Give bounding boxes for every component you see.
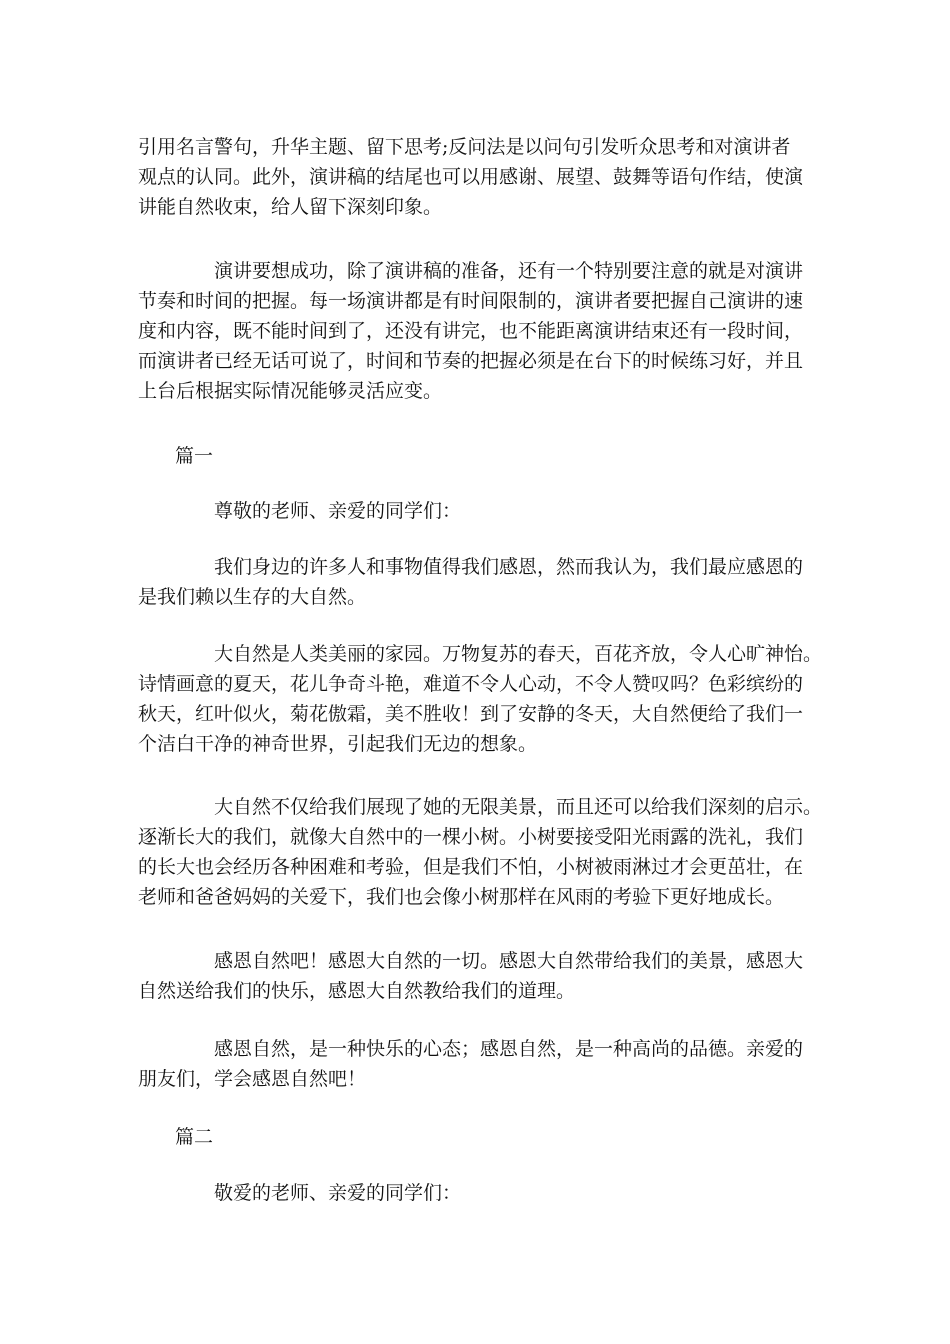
text-line: 的长大也会经历各种困难和考验，但是我们不怕，小树被雨淋过才会更茁壮，在 (138, 856, 804, 878)
text-line: 引用名言警句，升华主题、留下思考;反问法是以问句引发听众思考和对演讲者 (138, 136, 791, 158)
text-line: 朋友们，学会感恩自然吧！ (138, 1068, 367, 1090)
paragraph-gratitude-intro (138, 552, 818, 612)
text-line: 节奏和时间的把握。每一场演讲都是有时间限制的，演讲者要把握自己演讲的速 (138, 290, 804, 312)
text-line: 我们身边的许多人和事物值得我们感恩，然而我认为，我们最应感恩的 (214, 556, 804, 578)
text-line: 上台后根据实际情况能够灵活应变。 (138, 380, 443, 402)
text-line: 感恩自然，是一种快乐的心态；感恩自然，是一种高尚的品德。亲爱的 (214, 1038, 804, 1060)
text-line: 秋天，红叶似火，菊花傲霜，美不胜收！到了安静的冬天，大自然便给了我们一 (138, 703, 804, 725)
text-line: 逐渐长大的我们，就像大自然中的一棵小树。小树要接受阳光雨露的洗礼，我们 (138, 826, 804, 848)
section-heading-1: 篇一 (175, 445, 214, 467)
text-line: 感恩自然吧！感恩大自然的一切。感恩大自然带给我们的美景，感恩大 (214, 950, 804, 972)
section-heading-2: 篇二 (175, 1126, 214, 1148)
paragraph-closing (138, 1034, 818, 1094)
text-line: 老师和爸爸妈妈的关爱下，我们也会像小树那样在风雨的考验下更好地成长。 (138, 886, 785, 908)
text-line: 演讲要想成功，除了演讲稿的准备，还有一个特别要注意的就是对演讲 (214, 260, 804, 282)
salutation-2 (138, 1178, 818, 1208)
paragraph-thank-nature (138, 946, 818, 1006)
paragraph-timing (138, 256, 818, 406)
text-line: 观点的认同。此外，演讲稿的结尾也可以用感谢、展望、鼓舞等语句作结，使演 (138, 166, 804, 188)
paragraph-seasons (138, 639, 823, 759)
paragraph-little-tree (138, 792, 823, 912)
text-line: 自然送给我们的快乐，感恩大自然教给我们的道理。 (138, 980, 576, 1002)
text-line: 敬爱的老师、亲爱的同学们： (214, 1182, 462, 1204)
text-line: 是我们赖以生存的大自然。 (138, 586, 367, 608)
text-line: 个洁白干净的神奇世界，引起我们无边的想象。 (138, 733, 538, 755)
text-line: 诗情画意的夏天，花儿争奇斗艳，难道不令人心动，不令人赞叹吗？色彩缤纷的 (138, 673, 804, 695)
text-line: 大自然不仅给我们展现了她的无限美景，而且还可以给我们深刻的启示。 (214, 796, 823, 818)
paragraph-speech-ending (138, 132, 818, 222)
text-line: 度和内容，既不能时间到了，还没有讲完，也不能距离演讲结束还有一段时间， (138, 320, 804, 342)
text-line: 讲能自然收束，给人留下深刻印象。 (138, 196, 443, 218)
text-line: 大自然是人类美丽的家园。万物复苏的春天，百花齐放，令人心旷神怡。 (214, 643, 823, 665)
text-line: 而演讲者已经无话可说了，时间和节奏的把握必须是在台下的时候练习好，并且 (138, 350, 804, 372)
text-line: 尊敬的老师、亲爱的同学们： (214, 500, 462, 522)
salutation-1 (138, 496, 818, 526)
